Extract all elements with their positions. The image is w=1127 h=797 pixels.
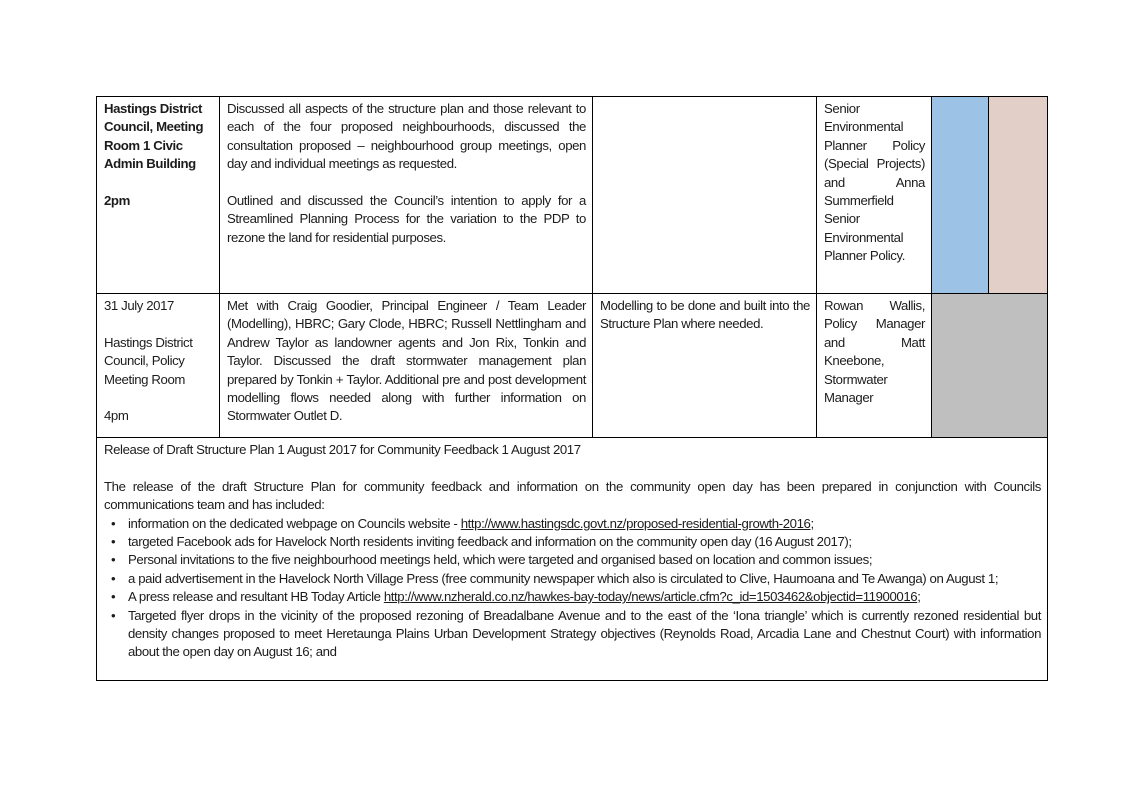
meeting2-date: 31 July 2017 — [104, 298, 174, 313]
nzherald-article-link[interactable]: http://www.nzherald.co.nz/hawkes-bay-today/news/article.cfm?c_id=1503462&objectid=11900016 — [383, 589, 918, 605]
meeting1-venue-cell — [97, 97, 220, 294]
bullet-text: Targeted flyer drops in the vicinity of the proposed rezoning of Breadalbane Avenue and to the east of the ‘Iona triangle’ which is currently rezoned residential but density changes proposed to meet Heretaunga Plains Urban Development Strategy objectives (Reynolds Road, Arcadia Lane and Chestnut Court) with information about the open day on August 16; and — [128, 607, 1041, 660]
meeting1-attendees: Senior Environmental Planner Policy (Special Projects) and Anna Summerfield Senior Environmental Planner Policy. — [824, 101, 925, 264]
meeting2-outcome: Modelling to be done and built into the Structure Plan where needed. — [600, 298, 810, 332]
bullet-text: Personal invitations to the five neighbourhood meetings held, which were targeted and organised based on location and common issues; — [128, 552, 873, 568]
list-item-flyer-drops — [104, 607, 1041, 662]
meeting1-outcome-cell — [593, 97, 817, 294]
meeting1-discussion-paragraph-2: Outlined and discussed the Council’s intention to apply for a Streamlined Planning Process for the variation to the PDP to rezone the land for residential purposes. — [227, 193, 586, 245]
meeting2-venue: Hastings District Council, Policy Meeting Room — [104, 334, 193, 387]
meeting1-venue: Hastings District Council, Meeting Room 1 Civic Admin Building — [104, 101, 204, 172]
table-row-meeting-1 — [97, 97, 1048, 294]
list-item-webpage — [104, 515, 1041, 533]
bullet-text-prefix: A press release and resultant HB Today Article — [128, 589, 384, 605]
meeting1-time: 2pm — [104, 193, 130, 209]
table-row-release-section — [97, 438, 1048, 681]
list-item-facebook-ads — [104, 533, 1041, 551]
bullet-text-prefix: information on the dedicated webpage on Councils website - — [128, 515, 461, 531]
release-section-cell — [97, 438, 1048, 681]
meeting1-attendees-cell — [817, 97, 932, 294]
meeting1-discussion-cell — [220, 97, 593, 294]
meeting1-status-cell-tan — [989, 97, 1048, 294]
meeting2-attendees: Rowan Wallis, Policy Manager and Matt Kneebone, Stormwater Manager — [824, 298, 925, 406]
bullet-text: targeted Facebook ads for Havelock North residents inviting feedback and information on the community open day (16 August 2017); — [128, 534, 852, 550]
meeting2-discussion: Met with Craig Goodier, Principal Engineer / Team Leader (Modelling), HBRC; Gary Clode, HBRC; Russell Nettlingham and Andrew Taylor as landowner agents and Jon Rix, Tonkin and Taylor. Discussed the draft stormwater management plan prepared by Tonkin + Taylor. Additional pre and post development modelling flows needed along with further information on Stormwater Outlet D. — [227, 298, 586, 424]
hastingsdc-webpage-link[interactable]: http://www.hastingsdc.govt.nz/proposed-residential-growth-2016 — [460, 515, 811, 531]
bullet-text: a paid advertisement in the Havelock North Village Press (free community newspaper which also is circulated to Clive, Haumoana and Te Awanga) on August 1; — [128, 570, 999, 586]
table-row-meeting-2 — [97, 294, 1048, 438]
release-activities-list — [104, 515, 1041, 662]
meeting2-discussion-cell — [220, 294, 593, 438]
release-intro: The release of the draft Structure Plan for community feedback and information on the community open day has been prepared in conjunction with Councils communications team and has included: — [104, 478, 1041, 513]
meeting1-status-cell-blue — [932, 97, 989, 294]
bullet-text-suffix: ; — [917, 589, 921, 605]
list-item-press-release — [104, 588, 1041, 606]
list-item-paid-advertisement — [104, 570, 1041, 588]
release-heading: Release of Draft Structure Plan 1 August 2017 for Community Feedback 1 August 2017 — [104, 442, 581, 457]
meeting2-outcome-cell — [593, 294, 817, 438]
bullet-text-suffix: ; — [810, 515, 814, 531]
list-item-personal-invitations — [104, 551, 1041, 569]
consultation-log-table — [96, 96, 1048, 681]
meeting2-attendees-cell — [817, 294, 932, 438]
meeting1-discussion-paragraph-1: Discussed all aspects of the structure plan and those relevant to each of the four proposed neighbourhoods, discussed the consultation proposed – neighbourhood group meetings, open day and individual meetings as requested. — [227, 101, 586, 172]
meeting2-time: 4pm — [104, 408, 129, 424]
meeting2-status-cell-gray — [932, 294, 1048, 438]
meeting2-when-cell — [97, 294, 220, 438]
